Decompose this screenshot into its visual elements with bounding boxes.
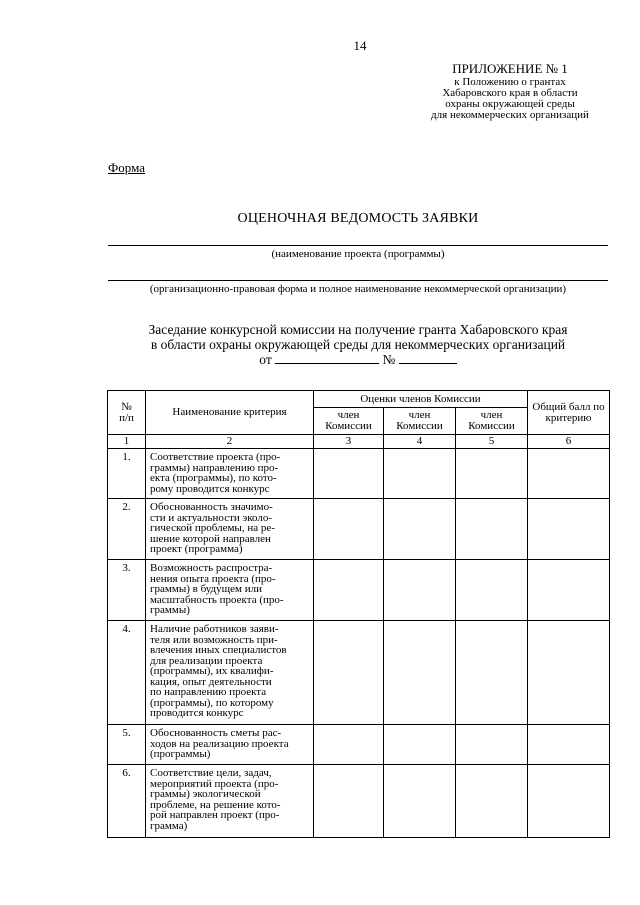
criterion-line: екта (программы), по кото- <box>150 472 277 484</box>
form-label: Форма <box>108 160 145 175</box>
column-index: 2 <box>146 435 314 449</box>
row-number: 2. <box>108 499 146 560</box>
table-row <box>108 449 610 499</box>
session-heading <box>108 322 608 367</box>
criterion-line: проект (программа) <box>150 543 243 555</box>
criterion-cell <box>146 621 314 725</box>
header-member-1 <box>314 408 384 435</box>
criterion-line: Обоснованность сметы рас- <box>150 727 282 739</box>
criterion-line: Наличие работников заяви- <box>150 623 279 635</box>
criterion-line: (программы) <box>150 748 211 760</box>
score-cell-member-2[interactable] <box>384 765 456 838</box>
header-member-2-text: член Комиссии <box>396 409 443 432</box>
appendix-line: охраны окружающей среды <box>445 98 575 110</box>
criterion-line: влечения иных специалистов <box>150 644 287 656</box>
table-row <box>108 725 610 765</box>
session-number-blank <box>399 352 457 364</box>
score-cell-member-1[interactable] <box>314 765 384 838</box>
row-number: 6. <box>108 765 146 838</box>
criterion-cell <box>146 560 314 621</box>
session-date-line <box>108 352 608 367</box>
criterion-line: граммы) экологической <box>150 788 261 800</box>
score-cell-member-3[interactable] <box>456 499 528 560</box>
criterion-line: граммы) в будущем или <box>150 583 262 595</box>
header-number <box>108 391 146 435</box>
header-ratings-group: Оценки членов Комиссии <box>314 391 528 408</box>
criterion-line: рой направлен проект (про- <box>150 809 280 821</box>
criterion-line: сти и актуальности эколо- <box>150 511 273 524</box>
score-cell-member-1[interactable] <box>314 560 384 621</box>
criterion-line: граммы) направлению про- <box>150 461 279 474</box>
table-row <box>108 621 610 725</box>
organization-name-line <box>108 280 608 281</box>
table-row <box>108 499 610 560</box>
appendix-line: для некоммерческих организаций <box>431 109 589 121</box>
criterion-line: для реализации проекта <box>150 654 263 667</box>
criterion-line: Соответствие цели, задач, <box>150 767 272 779</box>
total-score-cell[interactable] <box>528 621 610 725</box>
criterion-cell <box>146 499 314 560</box>
score-cell-member-3[interactable] <box>456 560 528 621</box>
table-row <box>108 765 610 838</box>
criterion-line: (программы), по которому <box>150 696 274 709</box>
session-line-2: в области охраны окружающей среды для некоммерческих организаций <box>150 337 566 352</box>
score-cell-member-2[interactable] <box>384 725 456 765</box>
total-score-cell[interactable] <box>528 560 610 621</box>
criterion-line: гической проблемы, на ре- <box>150 522 275 534</box>
total-score-cell[interactable] <box>528 499 610 560</box>
criterion-line: по направлению проекта <box>150 686 267 698</box>
criterion-line: Возможность распростра- <box>150 562 273 574</box>
header-total <box>528 391 610 435</box>
page-number: 14 <box>353 38 367 53</box>
appendix-block <box>400 62 620 121</box>
session-date-blank <box>275 352 379 364</box>
score-cell-member-1[interactable] <box>314 621 384 725</box>
header-total-text: Общий балл по критерию <box>532 400 605 424</box>
header-number-text: № п/п <box>119 400 134 424</box>
score-cell-member-1[interactable] <box>314 449 384 499</box>
column-index: 1 <box>108 435 146 449</box>
criterion-line: грамма) <box>150 819 188 832</box>
criterion-cell <box>146 765 314 838</box>
document-title: ОЦЕНОЧНАЯ ВЕДОМОСТЬ ЗАЯВКИ <box>237 211 479 226</box>
header-member-3-text: член Комиссии <box>468 409 515 432</box>
project-name-line <box>108 245 608 246</box>
session-line-1: Заседание конкурсной комиссии на получение гранта Хабаровского края <box>148 322 568 337</box>
score-cell-member-2[interactable] <box>384 449 456 499</box>
header-member-3 <box>456 408 528 435</box>
criterion-line: проводится конкурс <box>150 707 244 719</box>
score-cell-member-3[interactable] <box>456 621 528 725</box>
organization-name-caption: (организационно-правовая форма и полное наименование некоммерческой организации) <box>149 283 567 295</box>
total-score-cell[interactable] <box>528 725 610 765</box>
row-number: 3. <box>108 560 146 621</box>
session-number-label: № <box>382 352 396 367</box>
evaluation-table <box>107 390 610 838</box>
score-cell-member-3[interactable] <box>456 449 528 499</box>
appendix-line: Хабаровского края в области <box>442 87 578 99</box>
criterion-line: проблеме, на решение кото- <box>150 798 281 811</box>
criterion-cell <box>146 449 314 499</box>
total-score-cell[interactable] <box>528 765 610 838</box>
column-index: 4 <box>384 435 456 449</box>
column-index: 6 <box>528 435 610 449</box>
criterion-line: Соответствие проекта (про- <box>150 451 281 463</box>
score-cell-member-2[interactable] <box>384 499 456 560</box>
score-cell-member-3[interactable] <box>456 765 528 838</box>
header-criterion: Наименование критерия <box>146 391 314 435</box>
appendix-line: к Положению о грантах <box>454 76 566 88</box>
session-from-label: от <box>259 352 272 367</box>
criterion-line: граммы) <box>150 604 190 616</box>
row-number: 5. <box>108 725 146 765</box>
criterion-line: шение которой направлен <box>150 532 271 545</box>
score-cell-member-2[interactable] <box>384 621 456 725</box>
score-cell-member-1[interactable] <box>314 499 384 560</box>
criterion-line: мероприятий проекта (про- <box>150 777 279 790</box>
criterion-line: (программы), их квалифи- <box>150 665 274 677</box>
header-member-2 <box>384 408 456 435</box>
total-score-cell[interactable] <box>528 449 610 499</box>
appendix-title: ПРИЛОЖЕНИЕ № 1 <box>452 61 568 76</box>
criterion-line: Обоснованность значимо- <box>150 501 273 513</box>
criterion-cell <box>146 725 314 765</box>
criterion-line: кация, опыт деятельности <box>150 675 272 688</box>
table-row <box>108 560 610 621</box>
column-index-row <box>108 435 610 449</box>
column-index: 5 <box>456 435 528 449</box>
criterion-line: масштабность проекта (про- <box>150 593 284 606</box>
column-index: 3 <box>314 435 384 449</box>
header-member-1-text: член Комиссии <box>325 409 372 432</box>
project-name-caption: (наименование проекта (программы) <box>271 248 445 260</box>
score-cell-member-2[interactable] <box>384 560 456 621</box>
criterion-line: нения опыта проекта (про- <box>150 572 276 585</box>
criterion-line: рому проводится конкурс <box>150 482 270 495</box>
score-cell-member-3[interactable] <box>456 725 528 765</box>
criterion-line: теля или возможность при- <box>150 633 278 646</box>
score-cell-member-1[interactable] <box>314 725 384 765</box>
row-number: 4. <box>108 621 146 725</box>
row-number: 1. <box>108 449 146 499</box>
criterion-line: ходов на реализацию проекта <box>150 737 289 750</box>
